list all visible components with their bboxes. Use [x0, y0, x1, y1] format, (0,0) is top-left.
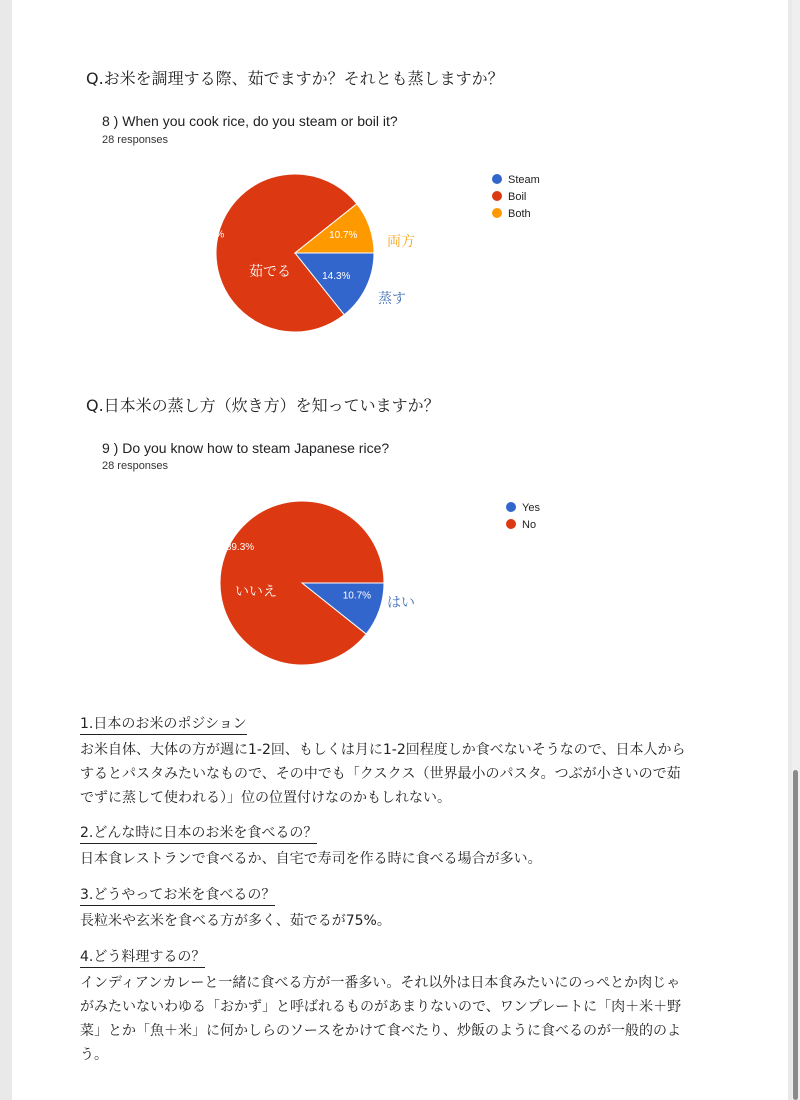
slice-value-label-steam: 14.3% [322, 270, 351, 282]
legend-label-yes: Yes [522, 502, 540, 514]
section-4-line: がみたいないわゆる「おかず」と呼ばれるものがあまりないので、ワンプレートに「肉＋米＋野 [80, 999, 682, 1015]
slice-value-label-boil: 75% [204, 229, 225, 241]
section-4-line: う。 [80, 1047, 108, 1063]
legend-label-boil: Boil [508, 191, 527, 203]
section-2-heading: 2.どんな時に日本のお米を食べるの？ [80, 822, 317, 844]
question-8-japanese: Q.お米を調理する際、茹でますか？それとも蒸しますか？ [86, 69, 504, 88]
chart-1-responses: 28 responses [102, 134, 169, 146]
section-4-heading: 4.どう料理するの？ [80, 946, 205, 968]
section-1-body [80, 738, 720, 810]
section-2-body [80, 847, 720, 871]
section-4-line: 菜」とか「魚＋米」に何かしらのソースをかけて食べたり、炒飯のように食べるのが一般的のよ [80, 1023, 682, 1039]
legend-marker-yes [506, 502, 516, 512]
section-3-heading: 3.どうやってお米を食べるの？ [80, 884, 275, 906]
section-1-line: でずに蒸して使われる）」位の位置付けなのかもしれない。 [80, 790, 451, 806]
chart-1-title: 8 ) When you cook rice, do you steam or boil it? [102, 113, 398, 129]
slice-annotation-no: いいえ [235, 584, 277, 600]
section-2-line: 日本食レストランで食べるか、自宅で寿司を作る時に食べる場合が多い。 [80, 851, 542, 867]
question-9-japanese: Q.日本米の蒸し方（炊き方）を知っていますか？ [86, 396, 440, 415]
slice-annotation-both: 両方 [387, 234, 415, 250]
section-1-line: するとパスタみたいなもので、その中でも「クスクス（世界最小のパスタ。つぶが小さいので茹 [80, 766, 681, 782]
legend-label-no: No [522, 519, 537, 531]
slice-annotation-steam: 蒸す [378, 291, 406, 307]
slice-annotation-boil: 茹でる [249, 264, 291, 280]
section-3-body [80, 909, 720, 933]
section-1-line: お米自体、大体の方が週に1-2回、もしくは月に1-2回程度しか食べないそうなので、日本人から [80, 742, 686, 758]
section-1 [80, 713, 720, 810]
section-2 [80, 822, 720, 871]
slice-annotation-yes: はい [387, 595, 415, 611]
slice-value-label-both: 10.7% [329, 229, 358, 241]
section-4 [80, 946, 720, 1067]
legend-label-steam: Steam [508, 174, 540, 186]
chart-2-responses: 28 responses [102, 460, 169, 472]
chart-2-title: 9 ) Do you know how to steam Japanese rice? [102, 440, 390, 456]
section-3-line: 長粒米や玄米を食べる方が多く、茹でるが75%。 [80, 913, 391, 929]
pie-slice-no [220, 501, 384, 665]
section-4-body [80, 971, 720, 1067]
slice-value-label-no: 89.3% [225, 542, 255, 554]
section-3 [80, 884, 720, 933]
scrollbar-thumb[interactable] [793, 770, 798, 1100]
section-1-heading: 1.日本のお米のポジション [80, 713, 247, 735]
slice-value-label-yes: 10.7% [342, 590, 372, 602]
legend-label-both: Both [508, 208, 531, 220]
section-4-line: インディアンカレーと一緒に食べる方が一番多い。それ以外は日本食みたいにのっぺとか肉じゃ [80, 975, 681, 991]
legend-marker-no [506, 519, 516, 529]
